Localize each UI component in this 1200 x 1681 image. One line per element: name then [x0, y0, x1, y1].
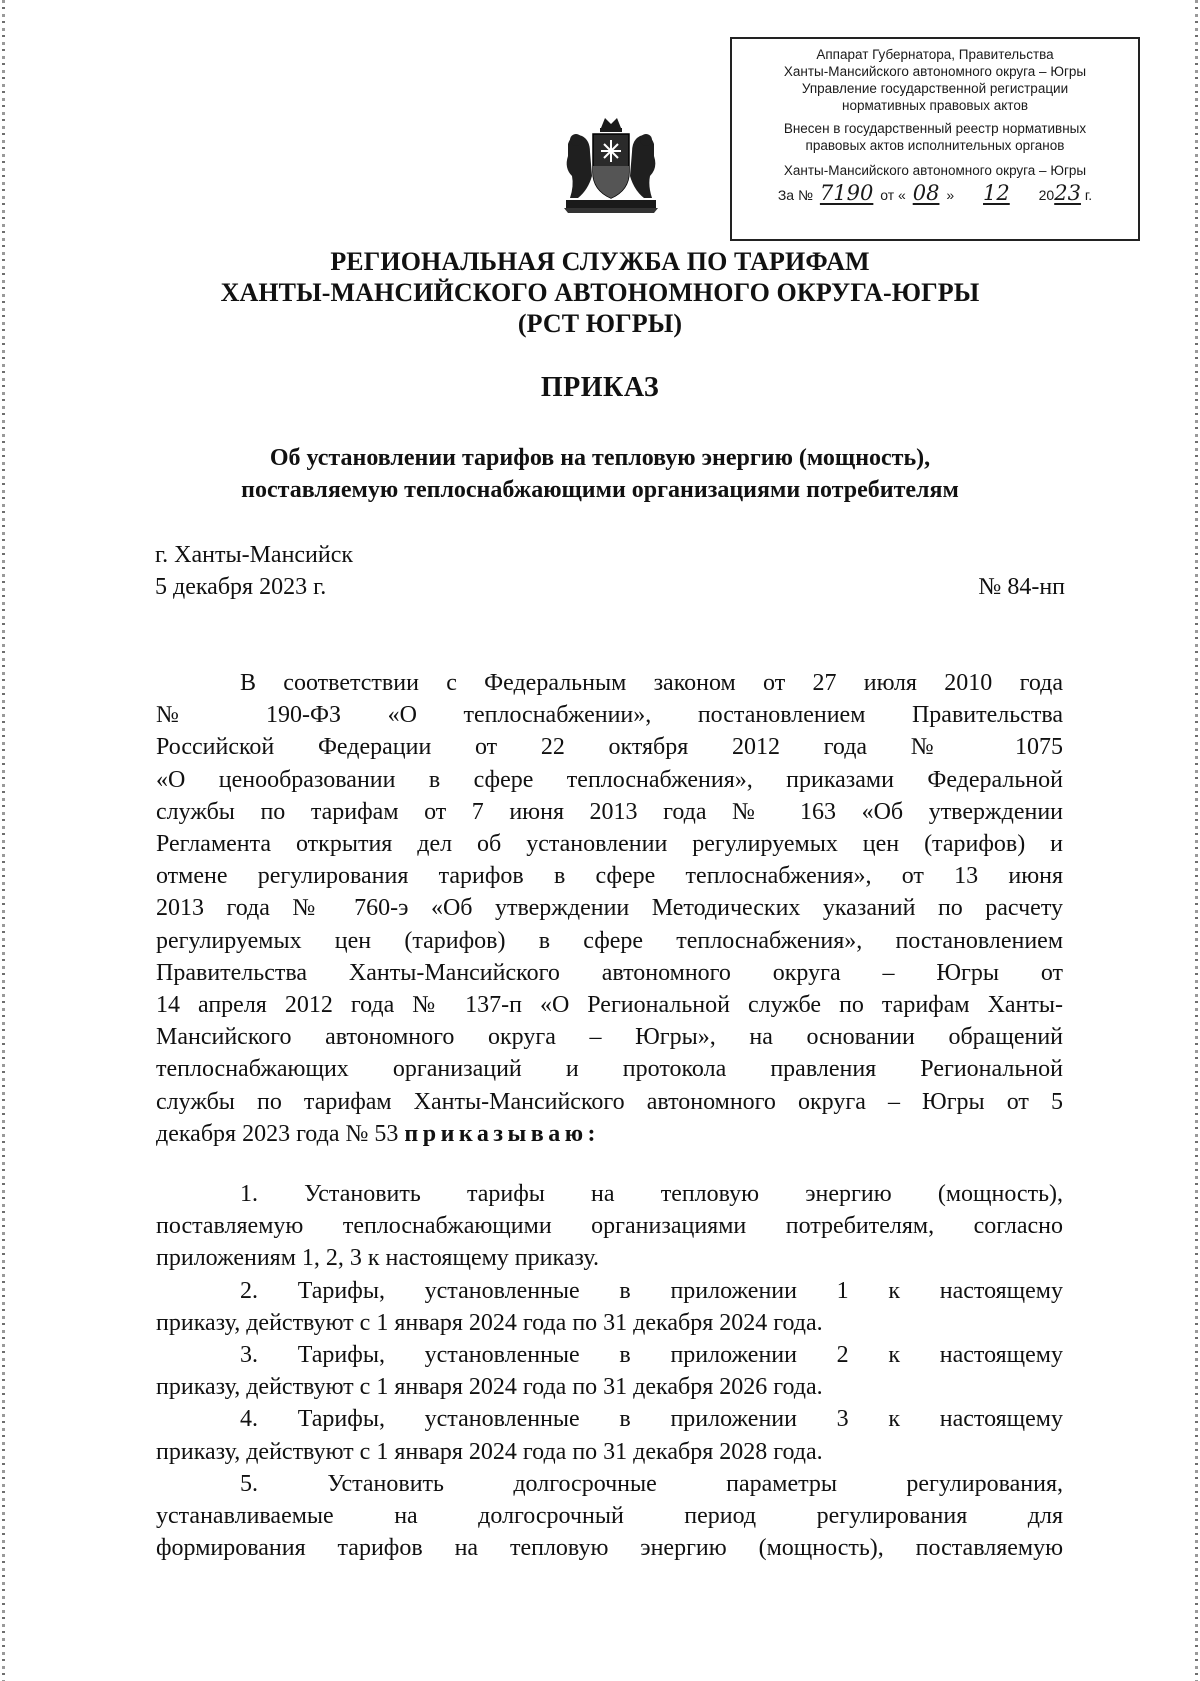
order-item-line: устанавливаемые на долгосрочный период регулирования для	[156, 1503, 1063, 1530]
stamp-reg-from: от «	[880, 187, 906, 203]
order-item-line: поставляемую теплоснабжающими организациями потребителям, согласно	[156, 1213, 1063, 1240]
subject-line: поставляемую теплоснабжающими организациями потребителям	[241, 477, 959, 503]
preamble-line: 2013 года № 760-э «Об утверждении Методических указаний по расчету	[156, 895, 1063, 922]
stamp-region-block	[732, 162, 1138, 179]
preamble-line: Мансийского автономного округа – Югры», на основании обращений	[156, 1024, 1063, 1051]
stamp-line: правовых актов исполнительных органов	[805, 138, 1065, 153]
document-place: г. Ханты-Мансийск	[155, 542, 354, 568]
org-title-line: ХАНТЫ-МАНСИЙСКОГО АВТОНОМНОГО ОКРУГА-ЮГРЫ	[220, 278, 980, 307]
document-number: № 84-нп	[978, 574, 1065, 600]
stamp-reg-prefix: За №	[777, 187, 813, 203]
order-item-2	[156, 1275, 1063, 1339]
order-item-line: 5. Установить долгосрочные параметры регулирования,	[240, 1470, 1063, 1497]
order-item-line: 1. Установить тарифы на тепловую энергию (мощность),	[240, 1181, 1063, 1208]
organization-title	[0, 246, 1200, 339]
order-item-line: приказу, действуют с 1 января 2024 года по 31 декабря 2026 года.	[156, 1374, 823, 1401]
date-number-row	[155, 571, 1065, 603]
stamp-line: Внесен в государственный реестр нормативных	[783, 121, 1087, 136]
stamp-line: Управление государственной регистрации	[801, 81, 1069, 96]
document-body	[156, 667, 1063, 1564]
order-item-5	[156, 1468, 1063, 1565]
stamp-reg-year-prefix: 20	[1038, 187, 1055, 203]
stamp-line: Ханты-Мансийского автономного округа – Югры	[783, 64, 1087, 79]
preamble-last-text: декабря 2023 года № 53	[156, 1120, 399, 1147]
preamble-line: службы по тарифам Ханты-Мансийского автономного округа – Югры от 5	[156, 1088, 1063, 1115]
preamble-line: службы по тарифам от 7 июня 2013 года № 163 «Об утверждении	[156, 798, 1063, 825]
preamble-line: отмене регулирования тарифов в сфере теплоснабжения», от 13 июня	[156, 863, 1063, 890]
preamble-line: 14 апреля 2012 года № 137-п «О Региональной службе по тарифам Ханты-	[156, 992, 1063, 1019]
order-item-line: приказу, действуют с 1 января 2024 года по 31 декабря 2028 года.	[156, 1438, 823, 1465]
order-item-1	[156, 1178, 1063, 1275]
preamble-line: регулируемых цен (тарифов) в сфере теплоснабжения», постановлением	[156, 927, 1063, 954]
order-item-line: 2. Тарифы, установленные в приложении 1 к настоящему	[240, 1277, 1063, 1304]
document-date: 5 декабря 2023 г.	[155, 574, 327, 600]
preamble-paragraph	[156, 667, 1063, 1150]
org-title-line: (РСТ ЮГРЫ)	[517, 309, 683, 338]
subject-line: Об установлении тарифов на тепловую энергию (мощность),	[269, 445, 931, 471]
stamp-registry-block	[732, 120, 1138, 154]
stamp-reg-day: 08	[912, 181, 940, 205]
order-item-3	[156, 1339, 1063, 1403]
preamble-line: «О ценообразовании в сфере теплоснабжения», приказами Федеральной	[156, 766, 1063, 793]
stamp-registration-number	[732, 181, 1138, 205]
stamp-reg-year: 23	[1054, 181, 1081, 205]
place-date-block	[155, 539, 1065, 603]
stamp-reg-suffix: г.	[1084, 187, 1093, 203]
org-title-line: РЕГИОНАЛЬНАЯ СЛУЖБА ПО ТАРИФАМ	[330, 247, 870, 276]
order-item-line: 3. Тарифы, установленные в приложении 2 к настоящему	[240, 1342, 1063, 1369]
registration-stamp	[730, 37, 1140, 241]
preamble-line: В соответствии с Федеральным законом от 27 июля 2010 года	[240, 670, 1063, 696]
order-item-line: приказу, действуют с 1 января 2024 года по 31 декабря 2024 года.	[156, 1309, 823, 1336]
order-item-4	[156, 1403, 1063, 1467]
order-item-line: 4. Тарифы, установленные в приложении 3 к настоящему	[240, 1406, 1063, 1433]
preamble-line: № 190-ФЗ «О теплоснабжении», постановлением Правительства	[156, 702, 1063, 729]
document-subject	[0, 442, 1200, 506]
preamble-line: Правительства Ханты-Мансийского автономного округа – Югры от	[156, 959, 1063, 986]
preamble-line-last	[156, 1118, 1063, 1150]
preamble-line: теплоснабжающих организаций и протокола правления Региональной	[156, 1056, 1063, 1083]
order-item-line: приложениям 1, 2, 3 к настоящему приказу.	[156, 1245, 599, 1272]
order-item-line: формирования тарифов на тепловую энергию (мощность), поставляемую	[156, 1535, 1063, 1562]
preamble-line: Российской Федерации от 22 октября 2012 года № 1075	[156, 734, 1063, 761]
stamp-line: Ханты-Мансийского автономного округа – Югры	[783, 163, 1087, 178]
order-word: приказываю:	[404, 1120, 601, 1147]
coat-of-arms-emblem	[560, 114, 662, 214]
stamp-reg-number: 7190	[819, 181, 874, 205]
stamp-authority-block	[732, 46, 1138, 114]
paragraph-gap	[156, 1150, 1063, 1178]
document-type-heading: ПРИКАЗ	[540, 372, 660, 403]
stamp-line: Аппарат Губернатора, Правительства	[816, 47, 1054, 62]
stamp-line: нормативных правовых актов	[841, 98, 1029, 113]
stamp-reg-month: 12	[983, 181, 1010, 205]
preamble-line: Регламента открытия дел об установлении регулируемых цен (тарифов) и	[156, 831, 1063, 858]
stamp-reg-close: »	[946, 187, 955, 203]
